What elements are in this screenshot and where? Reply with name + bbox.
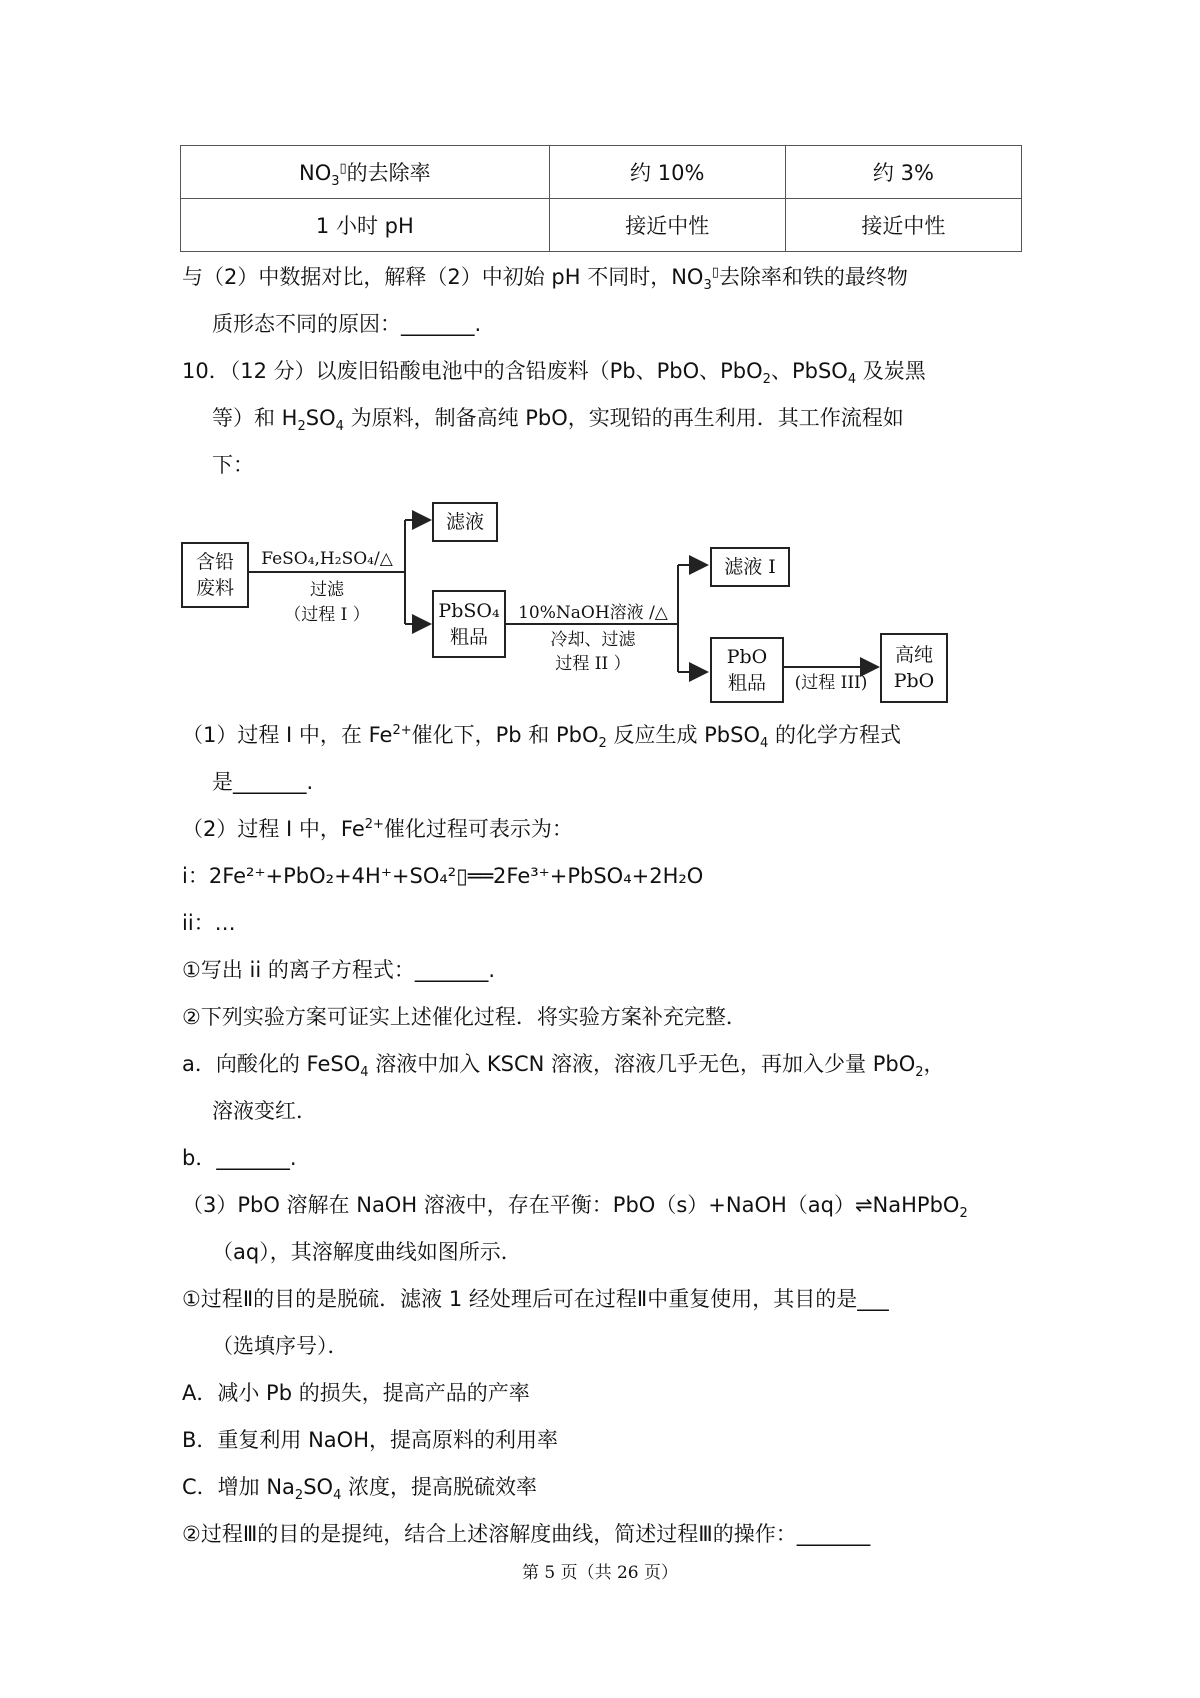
compare-line-1: 与（2）中数据对比，解释（2）中初始 pH 不同时，$NO_3^▯$去除率和铁的最终物: [182, 265, 908, 294]
step2-name-label: 过程 II ）: [555, 654, 631, 674]
pure-pbo-box: 高纯 PbO: [880, 633, 948, 703]
start-box: 含铅 废料: [181, 542, 249, 608]
table-cell: 1 小时 pH: [181, 199, 550, 252]
table-row: [181, 146, 1022, 199]
question-circle-1: ①写出 ii 的离子方程式：_______.: [182, 958, 496, 982]
question-10-line-2: 等）和 $H_2SO_4$ 为原料，制备高纯 PbO，实现铅的再生利用．其工作流程如: [212, 406, 904, 435]
sub-question-3-line-1: （3）PbO 溶解在 NaOH 溶液中，存在平衡：PbO（s）+NaOH（aq）⇌NaHPbO$_2$: [182, 1193, 968, 1222]
choice-a: A．减小 Pb 的损失，提高产品的产率: [182, 1381, 530, 1405]
option-a-line-2: 溶液变红．: [212, 1099, 317, 1123]
table-row: [181, 199, 1022, 252]
step1-reagent-label: FeSO₄,H₂SO₄/△: [261, 549, 393, 569]
filtrate-i-box: 滤液 I: [710, 547, 790, 587]
equation-i: i：2Fe²⁺+PbO₂+4H⁺+SO₄²▯══2Fe³⁺+PbSO₄+2H₂O: [182, 864, 704, 888]
crude-pbso4-box: PbSO₄ 粗品: [432, 590, 506, 658]
table-cell: 约 3%: [785, 146, 1021, 199]
option-a-line-1: a．向酸化的 FeSO$_4$ 溶液中加入 KSCN 溶液，溶液几乎无色，再加入少量 PbO$_2$，: [182, 1052, 945, 1081]
question-3-circle-2: ②过程Ⅲ的目的是提纯，结合上述溶解度曲线，简述过程Ⅲ的操作：_______: [182, 1522, 871, 1546]
table-cell: 约 10%: [549, 146, 785, 199]
step1-operation-label: 过滤: [310, 580, 344, 600]
question-3-circle-1-line-2: （选填序号）．: [212, 1334, 349, 1358]
choice-b: B．重复利用 NaOH，提高原料的利用率: [182, 1428, 558, 1452]
choice-c: C．增加 $Na_2SO_4$ 浓度，提高脱硫效率: [182, 1475, 538, 1504]
page-footer: 第 5 页（共 26 页）: [521, 1563, 679, 1583]
question-3-circle-1-line-1: ①过程Ⅱ的目的是脱硫．滤液 1 经处理后可在过程Ⅱ中重复使用，其目的是___: [182, 1287, 889, 1311]
step3-name-label: (过程 III): [794, 673, 868, 693]
step2-operation-label: 冷却、过滤: [550, 630, 636, 650]
sub-question-1-line-2: 是_______.: [212, 770, 314, 794]
question-circle-2: ②下列实验方案可证实上述催化过程．将实验方案补充完整．: [182, 1005, 747, 1029]
filtrate-box: 滤液: [432, 502, 498, 542]
question-10-line-3: 下：: [212, 453, 254, 477]
equation-ii: ii：…: [182, 911, 236, 935]
sub-question-2-line-1: （2）过程 I 中，$Fe^{2+}$催化过程可表示为：: [182, 817, 573, 841]
table-cell: $NO_3^▯$的去除率: [181, 146, 550, 199]
sub-question-3-line-2: （aq），其溶解度曲线如图所示．: [212, 1240, 522, 1264]
data-table: [180, 145, 1022, 252]
table-cell: 接近中性: [549, 199, 785, 252]
crude-pbo-box: PbO 粗品: [710, 637, 784, 703]
question-10-line-1: 10．（12 分）以废旧铅酸电池中的含铅废料（Pb、PbO、PbO$_2$、PbSO$_4$ 及炭黑: [182, 359, 926, 388]
step2-reagent-label: 10%NaOH溶液 /△: [518, 603, 668, 623]
sub-question-1-line-1: （1）过程 I 中，在 $Fe^{2+}$催化下，Pb 和 PbO$_2$ 反应生成 PbSO$_4$ 的化学方程式: [182, 723, 901, 752]
compare-line-2: 质形态不同的原因：_______.: [212, 312, 482, 336]
option-b: b．_______.: [182, 1146, 297, 1170]
step1-name-label: （过程 I ）: [284, 605, 370, 625]
table-cell: 接近中性: [785, 199, 1021, 252]
